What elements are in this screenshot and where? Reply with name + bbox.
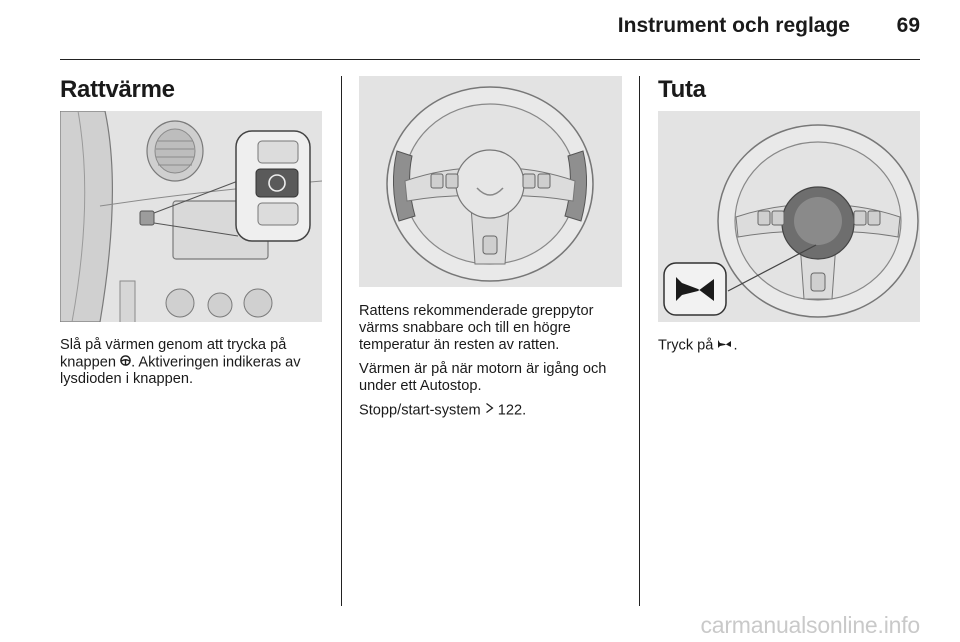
rattvarme-paragraph: Slå på värmen genom att trycka på knappen . Aktiveringen indikeras av lysdioden i knappen. — [60, 337, 301, 388]
steering-wheel-heated-grips-illustration — [359, 76, 622, 287]
grip-zones-body-text — [359, 303, 627, 426]
stop-start-reference: Stopp/start-system 122. — [359, 402, 527, 419]
grip-zones-paragraph-1: Rattens rekommenderade greppytor värms snabbare och till en högre temperatur än resten av ratten. — [359, 303, 594, 353]
figure-steering-wheel-horn — [658, 111, 920, 322]
section-heading-rattvarme: Rattvärme — [60, 76, 175, 103]
dashboard-illustration — [60, 111, 322, 322]
reference-page-link[interactable]: 122 — [497, 402, 523, 419]
figure-steering-wheel-grip-zones — [359, 76, 622, 287]
section-heading-tuta: Tuta — [658, 76, 706, 103]
figure-dashboard-heated-wheel-button — [60, 111, 322, 322]
page-reference-arrow-icon — [485, 402, 494, 419]
page-number: 69 — [896, 14, 920, 37]
page-header-title: Instrument och reglage — [617, 14, 850, 37]
tuta-body-text — [658, 337, 920, 361]
heated-steering-wheel-icon — [120, 354, 131, 371]
horn-icon — [717, 337, 733, 354]
rattvarme-body-text — [60, 337, 328, 395]
tuta-paragraph: Tryck på . — [658, 337, 738, 354]
steering-wheel-horn-illustration — [658, 111, 920, 322]
grip-zones-paragraph-2: Värmen är på när motorn är igång och under ett Autostop. — [359, 361, 607, 394]
column-divider-right — [639, 76, 640, 606]
header-rule — [60, 59, 920, 60]
column-divider-left — [341, 76, 342, 606]
watermark: carmanualsonline.info — [700, 612, 920, 638]
